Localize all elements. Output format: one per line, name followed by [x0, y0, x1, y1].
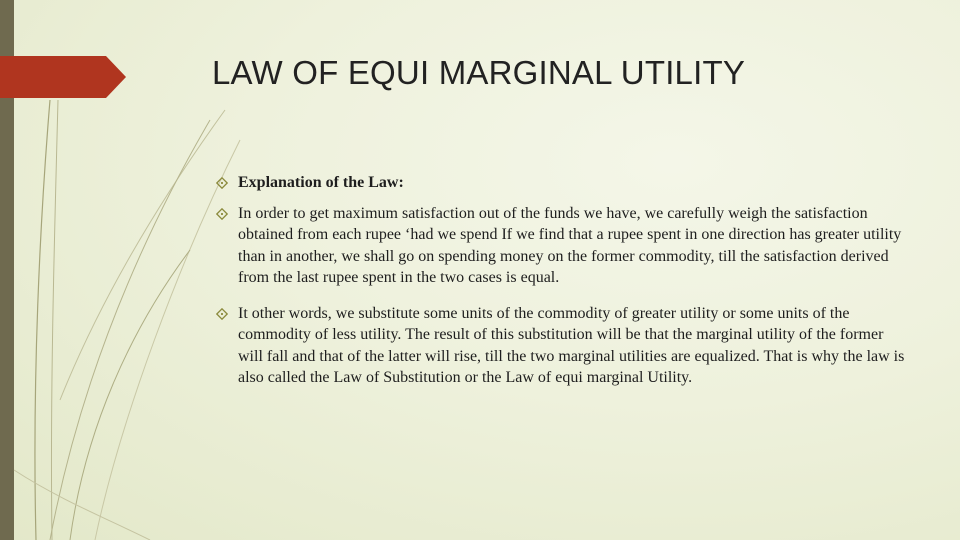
bullet-list [216, 172, 906, 403]
bullet-substitution [216, 303, 906, 389]
bullet-text: It other words, we substitute some units of the commodity of greater utility or some units of the commodity of less utility. The result of this substitution will be that the marginal utility of the former will fall and that of the latter will rise, till the two marginal utilities are equalized. That is why the law is also called the Law of Substitution or the Law of equi marginal Utility. [238, 304, 905, 386]
bullet-maximum-satisfaction [216, 203, 906, 289]
slide-title: LAW OF EQUI MARGINAL UTILITY [212, 54, 746, 91]
bullet-text: Explanation of the Law: [238, 174, 404, 191]
title-arrow-shape [0, 56, 126, 98]
diamond-outline-icon [216, 308, 228, 320]
bullet-text: In order to get maximum satisfaction out of the funds we have, we carefully weigh the satisfaction obtained from each rupee ‘had we spend If we find that a rupee spent in one direction has greater utility than in another, we shall go on spending money on the former commodity, till the satisfaction derived from the last rupee spent in the two cases is equal. [238, 204, 902, 286]
bullet-explanation-heading [216, 172, 906, 194]
diamond-outline-icon [216, 208, 228, 220]
diamond-outline-icon [216, 177, 228, 189]
